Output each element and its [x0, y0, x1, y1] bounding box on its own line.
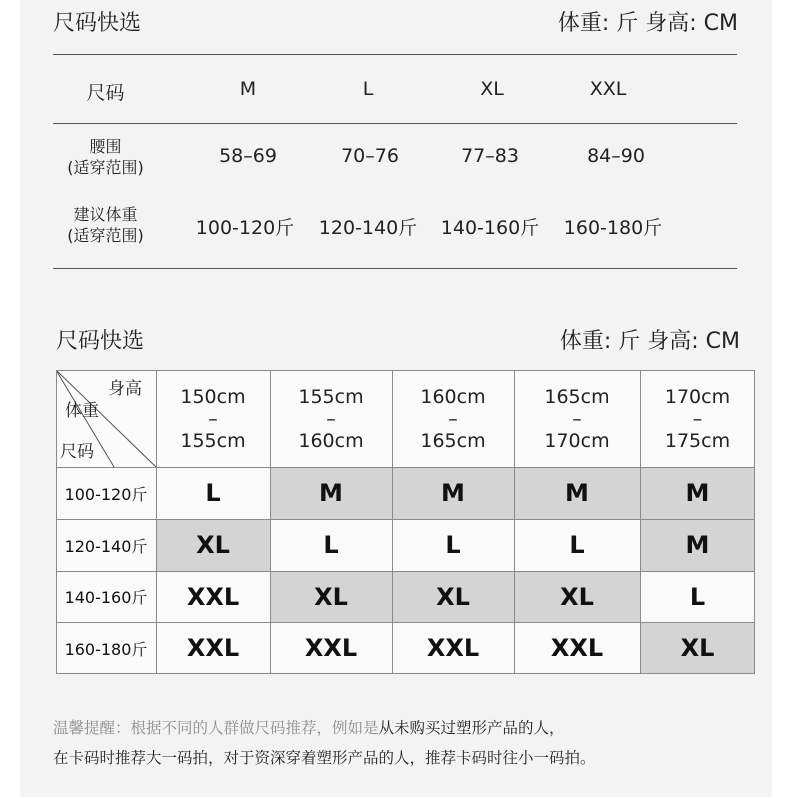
- size-cell: XL: [514, 571, 640, 622]
- height-col-1-from: 150cm: [180, 385, 246, 408]
- grid-line-top: [56, 370, 755, 371]
- weight-row-4: 160-180斤: [56, 622, 156, 674]
- grid-line-h2: [56, 519, 755, 520]
- weight-label-line1: 建议体重: [73, 205, 138, 224]
- corner-cell: [56, 370, 156, 467]
- grid-line-bottom: [56, 673, 755, 674]
- grid-line-v3: [392, 370, 393, 674]
- weight-label: [53, 204, 158, 246]
- height-col-3: [392, 370, 514, 467]
- grid-line-h3: [56, 571, 755, 572]
- size-cell: L: [270, 519, 392, 571]
- weight-row-3: 140-160斤: [56, 571, 156, 622]
- corner-size-label: 尺码: [60, 442, 94, 462]
- section1-divider-mid: [53, 123, 737, 124]
- grid-line-h1: [56, 467, 755, 468]
- size-M: M: [239, 78, 257, 100]
- size-cell: M: [640, 519, 755, 571]
- size-cell: XXL: [270, 622, 392, 674]
- corner-height-label: 身高: [108, 379, 142, 399]
- size-matrix: [56, 370, 755, 674]
- weight-row-2: 120-140斤: [56, 519, 156, 571]
- note-line-1-dark: 从未购买过塑形产品的人，: [378, 719, 565, 737]
- size-cell: M: [640, 467, 755, 519]
- grid-line-v2: [270, 370, 271, 674]
- waist-label-line2: (适穿范围): [67, 158, 144, 177]
- grid-line-v5: [640, 370, 641, 674]
- height-col-2-to: 160cm: [298, 429, 364, 452]
- weight-row-1: 100-120斤: [56, 467, 156, 519]
- grid-line-right: [754, 370, 755, 674]
- waist-value-XL: 77–83: [461, 145, 519, 167]
- section1-unit-text: 体重: 斤 身高: CM: [557, 11, 738, 36]
- size-XXL: XXL: [589, 78, 627, 100]
- size-cell: L: [640, 571, 755, 622]
- waist-label-line1: 腰围: [89, 137, 122, 156]
- section2-unit-text: 体重: 斤 身高: CM: [559, 329, 740, 354]
- note-line-1-gray: 温馨提醒：根据不同的人群做尺码推荐，例如是: [53, 719, 379, 737]
- grid-line-v4: [514, 370, 515, 674]
- section1-divider-bottom: [53, 268, 737, 269]
- weight-value-M: 100-120斤: [195, 217, 295, 239]
- height-col-2-dash: –: [326, 407, 336, 430]
- waist-value-M: 58–69: [219, 145, 277, 167]
- corner-weight-label: 体重: [65, 401, 99, 421]
- weight-label-line2: (适穿范围): [67, 226, 144, 245]
- height-col-2-from: 155cm: [298, 385, 364, 408]
- section1-title: 尺码快选: [53, 11, 142, 36]
- height-col-1-dash: –: [208, 407, 218, 430]
- weight-value-XXL: 160-180斤: [563, 217, 663, 239]
- size-cell: XXL: [156, 571, 270, 622]
- height-col-1-to: 155cm: [180, 429, 246, 452]
- size-header-label: 尺码: [86, 82, 125, 104]
- height-col-4-from: 165cm: [544, 385, 610, 408]
- size-cell: M: [514, 467, 640, 519]
- size-cell: XXL: [156, 622, 270, 674]
- height-col-5-from: 170cm: [664, 385, 731, 408]
- size-cell: XL: [392, 571, 514, 622]
- grid-line-h4: [56, 622, 755, 623]
- waist-value-XXL: 84–90: [587, 145, 645, 167]
- height-col-5: [640, 370, 755, 467]
- note-line-1: [53, 716, 565, 738]
- height-col-3-to: 165cm: [420, 429, 486, 452]
- height-col-3-dash: –: [448, 407, 458, 430]
- size-cell: M: [270, 467, 392, 519]
- height-col-4-to: 170cm: [544, 429, 610, 452]
- weight-value-XL: 140-160斤: [440, 217, 540, 239]
- size-cell: XL: [270, 571, 392, 622]
- note-line-2: 在卡码时推荐大一码拍，对于资深穿着塑形产品的人，推荐卡码时往小一码拍。: [53, 749, 596, 767]
- height-col-4: [514, 370, 640, 467]
- size-cell: L: [156, 467, 270, 519]
- waist-value-L: 70–76: [341, 145, 399, 167]
- size-cell: XXL: [392, 622, 514, 674]
- weight-value-L: 120-140斤: [318, 217, 418, 239]
- grid-line-v1: [156, 370, 157, 674]
- size-cell: XXL: [514, 622, 640, 674]
- height-col-5-to: 175cm: [664, 429, 731, 452]
- height-col-4-dash: –: [572, 407, 582, 430]
- size-cell: L: [392, 519, 514, 571]
- grid-line-left: [56, 370, 57, 674]
- waist-label: [53, 136, 158, 178]
- size-cell: XL: [156, 519, 270, 571]
- size-cell: M: [392, 467, 514, 519]
- size-cell: XL: [640, 622, 755, 674]
- size-L: L: [362, 78, 374, 100]
- height-col-2: [270, 370, 392, 467]
- section2-title: 尺码快选: [56, 329, 145, 354]
- height-col-3-from: 160cm: [420, 385, 486, 408]
- size-cell: L: [514, 519, 640, 571]
- section1-divider-top: [53, 54, 737, 55]
- height-col-1: [156, 370, 270, 467]
- size-XL: XL: [480, 78, 504, 100]
- height-col-5-dash: –: [692, 407, 703, 430]
